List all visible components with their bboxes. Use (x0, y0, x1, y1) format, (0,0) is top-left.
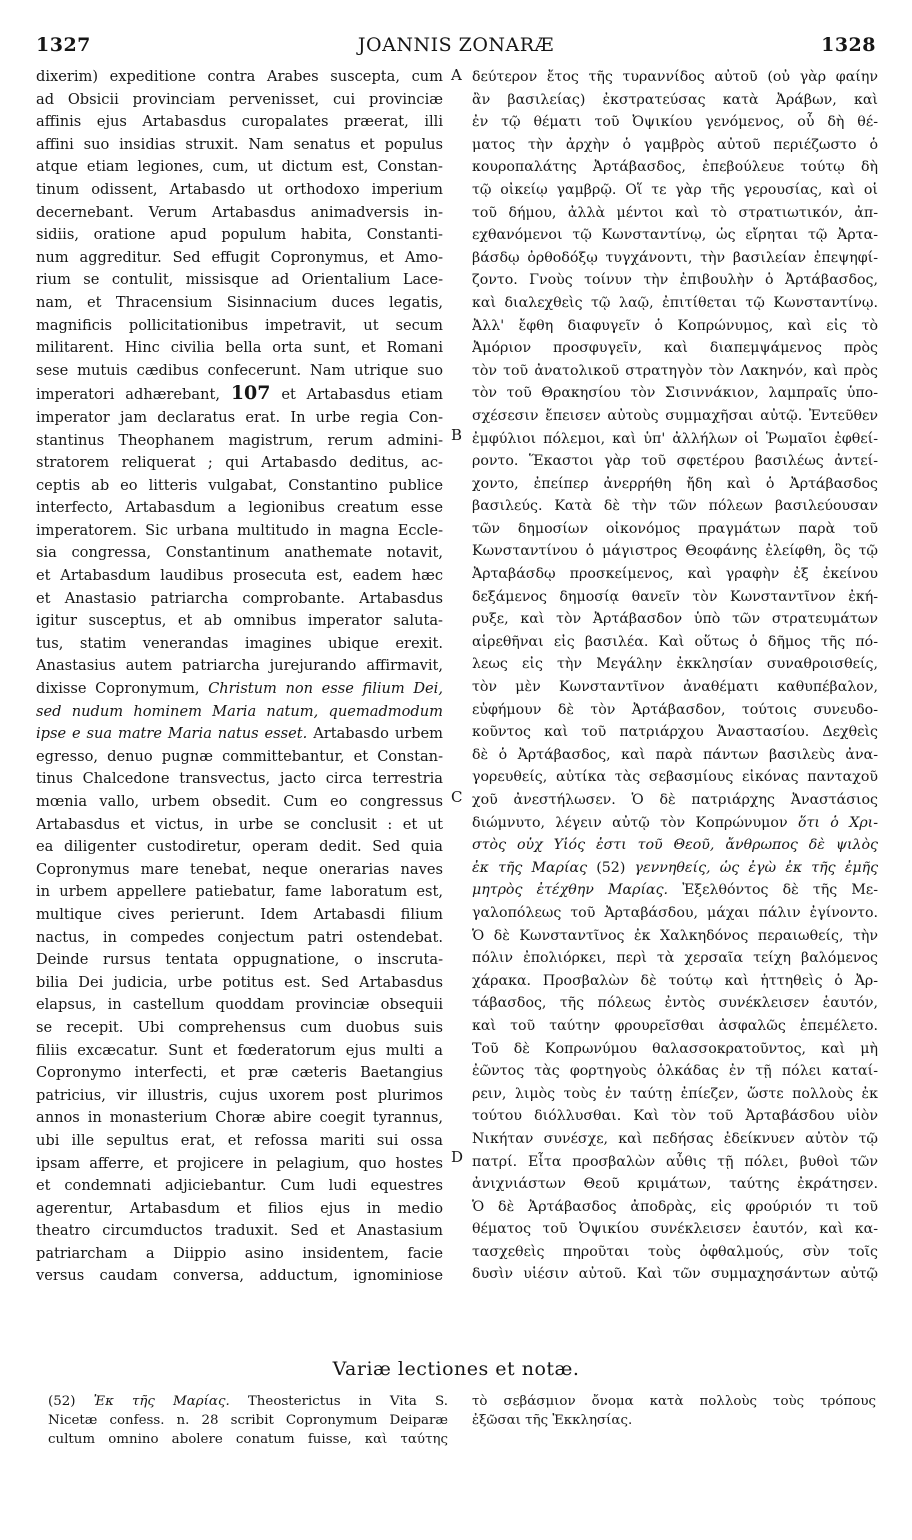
note-line: τὸ σεβάσμιον ὄνομα κατὰ πολλοὺς τοὺς τρόπους (472, 1394, 876, 1409)
text-line: κοῦντος καὶ τοῦ πατριάρχου Ἀναστασίου. Δεχθεὶς (472, 724, 878, 741)
text-line: magnificis pollicitationibus impetravit, ut secum (36, 316, 443, 334)
text-line: bilia Dei judicia, urbe potitus est. Sed Artabasdus (36, 973, 443, 991)
note-line: cultum omnino abolere conatum fuisse, καὶ ταύτης (48, 1432, 448, 1447)
text-line: egresso, denuo pugnæ committebantur, et Constan- (36, 747, 443, 765)
text-line: annos in monasterium Choræ abire coegit tyrannus, (36, 1109, 443, 1127)
text-line: interfecto, Artabasdum a legionibus creatum esse (36, 499, 443, 517)
text-line: sia congressa, Constantinum anathemate notavit, (36, 544, 443, 562)
text-line: Ἀλλ' ἔφθη διαφυγεῖν ὁ Κοπρώνυμος, καὶ εἰς τὸ (472, 317, 878, 334)
text-line: Copronymo interfecti, et præ cæteris Baetangius (36, 1064, 443, 1082)
section-marker-c: C (451, 788, 463, 806)
text-line (36, 382, 443, 407)
text-line: ἐν τῷ θέματι τοῦ Ὀψικίου γενόμενος, οὗ δὴ θέ- (472, 114, 878, 131)
text-line: τὸν τοῦ ἀνατολικοῦ στρατηγὸν τὸν Λακηνόν, καὶ πρὸς (472, 362, 878, 379)
text-line: agerentur, Artabasdum et filios ejus in medio (36, 1199, 443, 1217)
text-line: ἐμφύλιοι πόλεμοι, καὶ ὑπ' ἀλλήλων οἱ Ῥωμαῖοι ἐφθεί- (472, 430, 878, 447)
greek-column (472, 66, 878, 1286)
italic-quote: μητρὸς ἐτέχθην Μαρίας. (472, 882, 669, 899)
text-segment: διώμνυτο, λέγειν αὐτῷ τὸν Κοπρώνυμον (472, 814, 788, 831)
text-line: ροντο. Ἕκαστοι γὰρ τοῦ σφετέρου βασιλέως ἀντεί- (472, 453, 878, 470)
text-line: Ὁ δὲ Ἀρτάβασδος ἀποδρὰς, εἰς φρούριόν τι τοῦ (472, 1198, 878, 1215)
text-line: Κωνσταντίνου ὁ μάγιστρος Θεοφάνης ἐλείφθη, ὃς τῷ (472, 543, 878, 560)
text-line: τοῦ δήμου, ἀλλὰ μέντοι καὶ τὸ στρατιωτικόν, ἀπ- (472, 204, 878, 221)
italic-quote: Christum non esse filium Dei, (208, 680, 443, 698)
text-line: stratorem reliquerat ; qui Artabasdo deditus, ac- (36, 454, 443, 472)
text-line: καὶ διαλεχθεὶς τῷ λαῷ, ἐπιτίθεται τῷ Κωνσταντίνῳ. (472, 294, 878, 311)
section-marker-d: D (451, 1148, 464, 1166)
text-line: πόλιν ἐπολιόρκει, περὶ τὰ χερσαῖα τείχη βαλόμενος (472, 950, 878, 967)
section-marker-a: A (451, 66, 462, 84)
text-line: ipsam afferre, et projicere in pelagium, quo hostes (36, 1154, 443, 1172)
text-line: λεως εἰς τὴν Μεγάλην ἐκκλησίαν συναθροισθείς, (472, 656, 878, 673)
italic-quote: sed nudum hominem Maria natum, quemadmodum (36, 702, 443, 720)
page-number-left: 1327 (36, 34, 91, 56)
text-line: et Anastasio patriarcha comprobante. Artabasdus (36, 589, 443, 607)
text-line: Deinde rursus tentata oppugnatione, o inscruta- (36, 951, 443, 969)
text-line: nactus, in compedes conjectum patri ostendebat. (36, 928, 443, 946)
text-line: affini suo insidias struxit. Nam senatus et populus (36, 135, 443, 153)
text-line: mœnia vallo, urbem obsedit. Cum eo congressus (36, 793, 443, 810)
text-line: καὶ τοῦ ταύτην φρουρεῖσθαι ἀσφαλῶς ἐπεμέλετο. (472, 1017, 878, 1034)
text-line: Νικήταν συνέσχε, καὶ πεδήσας ἐδείκνυεν αὐτὸν τῷ (472, 1130, 878, 1147)
text-line: imperatorem. Sic urbana multitudo in magna Eccle- (36, 521, 443, 539)
chapter-number: 107 (230, 382, 271, 405)
text-line: atque etiam legiones, cum, ut dictum est, Constan- (36, 158, 443, 176)
text-line: ματος τὴν ἀρχὴν ὁ γαμβρὸς αὐτοῦ περιέζωστο ὁ (472, 136, 878, 153)
text-line: et Artabasdum laudibus prosecuta est, eadem hæc (36, 567, 443, 585)
text-line: imperator jam declaratus erat. In urbe regia Con- (36, 408, 443, 426)
note-line: ἐξῶσαι τῆς Ἐκκλησίας. (472, 1413, 633, 1428)
text-line: ad Obsicii provinciam pervenisset, cui provinciæ (36, 90, 443, 108)
section-marker-b: B (451, 426, 463, 444)
text-line (472, 812, 878, 835)
text-line: ἂν βασιλείας) ἐκστρατεύσας κατὰ Ἀράβων, καὶ (472, 91, 878, 108)
text-line: γορευθείς, αὐτίκα τὰς σεβασμίους εἰκόνας πανταχοῦ (472, 769, 878, 786)
text-segment: dixisse Copronymum, (36, 680, 200, 698)
text-line: affinis ejus Artabasdus curopalates præerat, illi (36, 113, 443, 131)
italic-quote: στὸς οὐχ Υἱός ἐστι τοῦ Θεοῦ, ἄνθρωπος δὲ ψιλὸς (472, 837, 878, 854)
text-line: num aggreditur. Sed effugit Copronymus, et Amo- (36, 248, 443, 266)
text-line: et condemnati adjiciebantur. Cum ludi equestres (36, 1177, 443, 1195)
text-line: nam, et Thracensium Sisinnacium duces legatis, (36, 293, 443, 311)
text-line: filiis excæcatur. Sunt et fœderatorum ejus multi a (36, 1041, 443, 1059)
text-line: patricius, vir illustris, cujus uxorem post plurimos (36, 1086, 443, 1104)
text-line: ἐῶντος τὰς φορτηγοὺς ὁλκάδας ἐν τῇ πόλει καταί- (472, 1063, 878, 1080)
text-line: igitur susceptus, et ab omnibus imperator saluta- (36, 612, 443, 630)
notes-right-column (472, 1392, 876, 1430)
text-segment: Ἐξελθόντος δὲ τῆς Με- (682, 882, 878, 899)
text-line: δὲ ὁ Ἀρτάβασδος, καὶ παρὰ πάντων βασιλεὺς ἀνα- (472, 746, 878, 763)
text-line: stantinus Theophanem magistrum, rerum admini- (36, 431, 443, 449)
text-segment: Artabasdo urbem (313, 725, 443, 743)
italic-quote: ὅτι ὁ Χρι- (797, 814, 878, 831)
text-line: τὸν τοῦ Θρακησίου τὸν Σισιννάκιον, λαμπραῖς ὑπο- (472, 385, 878, 402)
text-line: δεξάμενος δημοσίᾳ θανεῖν τὸν Κωνσταντῖνον ἐκή- (472, 588, 878, 605)
running-head: JOANNIS ZONARÆ (357, 34, 555, 56)
text-line: Τοῦ δὲ Κοπρωνύμου θαλασσοκρατοῦντος, καὶ μὴ (472, 1040, 878, 1057)
page-number-right: 1328 (821, 34, 876, 56)
text-line: δεύτερον ἔτος τῆς τυραννίδος αὐτοῦ (οὐ γὰρ φαίην (472, 69, 878, 85)
text-line: τασχεθεὶς πηροῦται τοὺς ὀφθαλμούς, σὺν τοῖς (472, 1243, 878, 1260)
text-line: Artabasdus et victus, in urbe se conclusit : et ut (36, 815, 443, 833)
text-segment: Theosterictus in Vita S. (247, 1394, 448, 1409)
italic-quote: ipse e sua matre Maria natus esset. (36, 725, 308, 743)
text-line: rium se contulit, missisque ad Orientalium Lace- (36, 271, 443, 289)
text-line: Ὁ δὲ Κωνσταντῖνος ἐκ Χαλκηδόνος περαιωθείς, τὴν (472, 927, 878, 944)
text-line: ea diligenter custodiretur, operam dedit. Sed quia (36, 838, 443, 856)
text-line: decernebant. Verum Artabasdus animadversis in- (36, 203, 443, 221)
text-line: Copronymus mare tenebat, neque onerarias naves (36, 860, 443, 878)
text-line: sidiis, oratione apud populum habita, Constanti- (36, 226, 443, 244)
text-line: se recepit. Ubi comprehensus cum duobus suis (36, 1018, 443, 1036)
note-lemma: Ἐκ τῆς Μαρίας. (93, 1394, 230, 1409)
text-line: tus, statim venerandas imagines ubique erexit. (36, 634, 443, 652)
text-line: patriarcham a Diippio asino insidentem, facie (36, 1244, 443, 1262)
text-line: κουροπαλάτης Ἀρτάβασδος, ἐπεβούλευε τούτῳ δὴ (472, 159, 878, 176)
text-line: sese mutuis cædibus confecerunt. Nam utrique suo (36, 361, 443, 379)
text-line: Anastasius autem patriarcha jurejurando affirmavit, (36, 657, 443, 675)
text-line: χάρακα. Προσβαλὼν δὲ τούτῳ καὶ ἡττηθεὶς ὁ Ἀρ- (472, 972, 878, 989)
text-line: εὐφήμουν δὲ τὸν Ἀρτάβασδον, τούτοις συνευδο- (472, 701, 878, 718)
text-segment: et Artabasdus etiam (281, 386, 443, 404)
note-number: (52) (48, 1394, 76, 1409)
text-line (36, 678, 443, 701)
text-line: dixerim) expeditione contra Arabes suscepta, cum (36, 68, 443, 85)
text-line: τάβασδος, τῆς πόλεως ἐντὸς συνέκλεισεν ἑαυτόν, (472, 995, 878, 1012)
text-line: βάσδῳ ὀρθοδόξῳ τυγχάνοντι, τὴν βασιλείαν ἐπεψηφί- (472, 249, 878, 266)
text-line: ρειν, λιμὸς τοὺς ἐν ταύτῃ ἐπίεζεν, ὥστε πολλοὺς ἐκ (472, 1085, 878, 1102)
text-line (36, 723, 443, 746)
text-line: ζοντο. Γνοὺς τοίνυν τὴν ἐπιβουλὴν ὁ Ἀρτάβασδος, (472, 272, 878, 289)
text-line: χοῦ ἀνεστήλωσεν. Ὁ δὲ πατριάρχης Ἀναστάσιος (472, 792, 878, 808)
text-line: σχέσεσιν ἔπεισεν αὐτοὺς συμμαχῆσαι αὐτῷ. Ἐντεῦθεν (472, 407, 878, 424)
text-line: tinum odissent, Artabasdo ut orthodoxo imperium (36, 180, 443, 198)
text-line: versus caudam conversa, adductum, ignominiose (36, 1267, 443, 1285)
text-line (472, 857, 878, 880)
text-segment: imperatori adhærebant, (36, 386, 220, 404)
text-line: εχθανόμενοι τῷ Κωνσταντίνῳ, ὡς εἴρηται τῷ Ἀρτα- (472, 227, 878, 244)
page-header (36, 34, 876, 64)
text-line: πατρί. Εἶτα προσβαλὼν αὖθις τῇ πόλει, βυθοὶ τῶν (472, 1153, 878, 1170)
text-line: theatro circumductos traduxit. Sed et Anastasium (36, 1222, 443, 1240)
text-line: αἱρεθῆναι εἰς βασιλέα. Καὶ οὕτως ὁ δῆμος τῆς πό- (472, 633, 878, 650)
italic-quote: γεννηθείς, ὡς ἐγὼ ἐκ τῆς ἐμῆς (634, 859, 878, 876)
text-line: ceptis ab eo litteris vulgabat, Constantino publice (36, 476, 443, 494)
italic-quote: ἐκ τῆς Μαρίας (472, 859, 588, 876)
text-line: θέματος τοῦ Ὀψικίου συνέκλεισεν ἑαυτόν, καὶ κα- (472, 1221, 878, 1238)
text-line: ubi ille sepultus erat, et refossa mariti sui ossa (36, 1131, 443, 1149)
text-line: τῶν δημοσίων οἰκονόμος πραγμάτων παρὰ τοῦ (472, 520, 878, 537)
text-line: Ἀμόριον προσφυγεῖν, καὶ διαπεμψάμενος πρὸς (472, 340, 878, 357)
text-line: elapsus, in castellum quoddam provinciæ obsequii (36, 996, 443, 1014)
note-reference[interactable]: (52) (596, 859, 626, 876)
text-line: δυσὶν υἱέσιν αὐτοῦ. Καὶ τῶν συμμαχησάντων αὐτῷ (472, 1266, 878, 1283)
note-line: Nicetæ confess. n. 28 scribit Copronymum Deiparæ (48, 1413, 448, 1428)
text-line: tinus Chalcedone transvectus, jacto circa terrestria (36, 770, 443, 788)
text-line: multique cives perierunt. Idem Artabasdi filium (36, 905, 443, 923)
text-line: γαλοπόλεως τοῦ Ἀρταβάσδου, μάχαι πάλιν ἐγίνοντο. (472, 904, 878, 921)
text-line: in urbem appellere patiebatur, fame laboratum est, (36, 883, 443, 901)
text-line: χοντο, ἐπείπερ ἀνερρήθη ἤδη καὶ ὁ Ἀρτάβασδος (472, 475, 878, 492)
text-line: τὸν μὲν Κωνσταντῖνον ἀναθέματι καθυπέβαλον, (472, 679, 878, 696)
text-line: militarent. Hinc civilia bella orta sunt, et Romani (36, 339, 443, 357)
text-line: βασιλεύς. Κατὰ δὲ τὴν τῶν πόλεων βασιλεύουσαν (472, 498, 878, 515)
note-line (48, 1392, 448, 1411)
latin-column (36, 66, 443, 1288)
text-line: τῷ οἰκείῳ γαμβρῷ. Οἵ τε γὰρ τῆς γερουσίας, καὶ οἱ (472, 181, 878, 198)
text-line: ρυξε, καὶ τὸν Ἀρτάβασδον ὑπὸ τῶν στρατευμάτων (472, 611, 878, 628)
text-line: Ἀρταβάσδῳ προσκείμενος, καὶ γραφὴν ἐξ ἐκείνου (472, 566, 878, 583)
notes-title: Variæ lectiones et notæ. (332, 1358, 580, 1380)
notes-left-column (48, 1392, 448, 1449)
text-line (472, 879, 878, 902)
text-line: τούτου διόλλυσθαι. Καὶ τὸν τοῦ Ἀρταβάσδου υἱὸν (472, 1108, 878, 1125)
text-line: ἀνιχνιάστων Θεοῦ κριμάτων, ταύτης ἐκράτησεν. (472, 1176, 878, 1193)
